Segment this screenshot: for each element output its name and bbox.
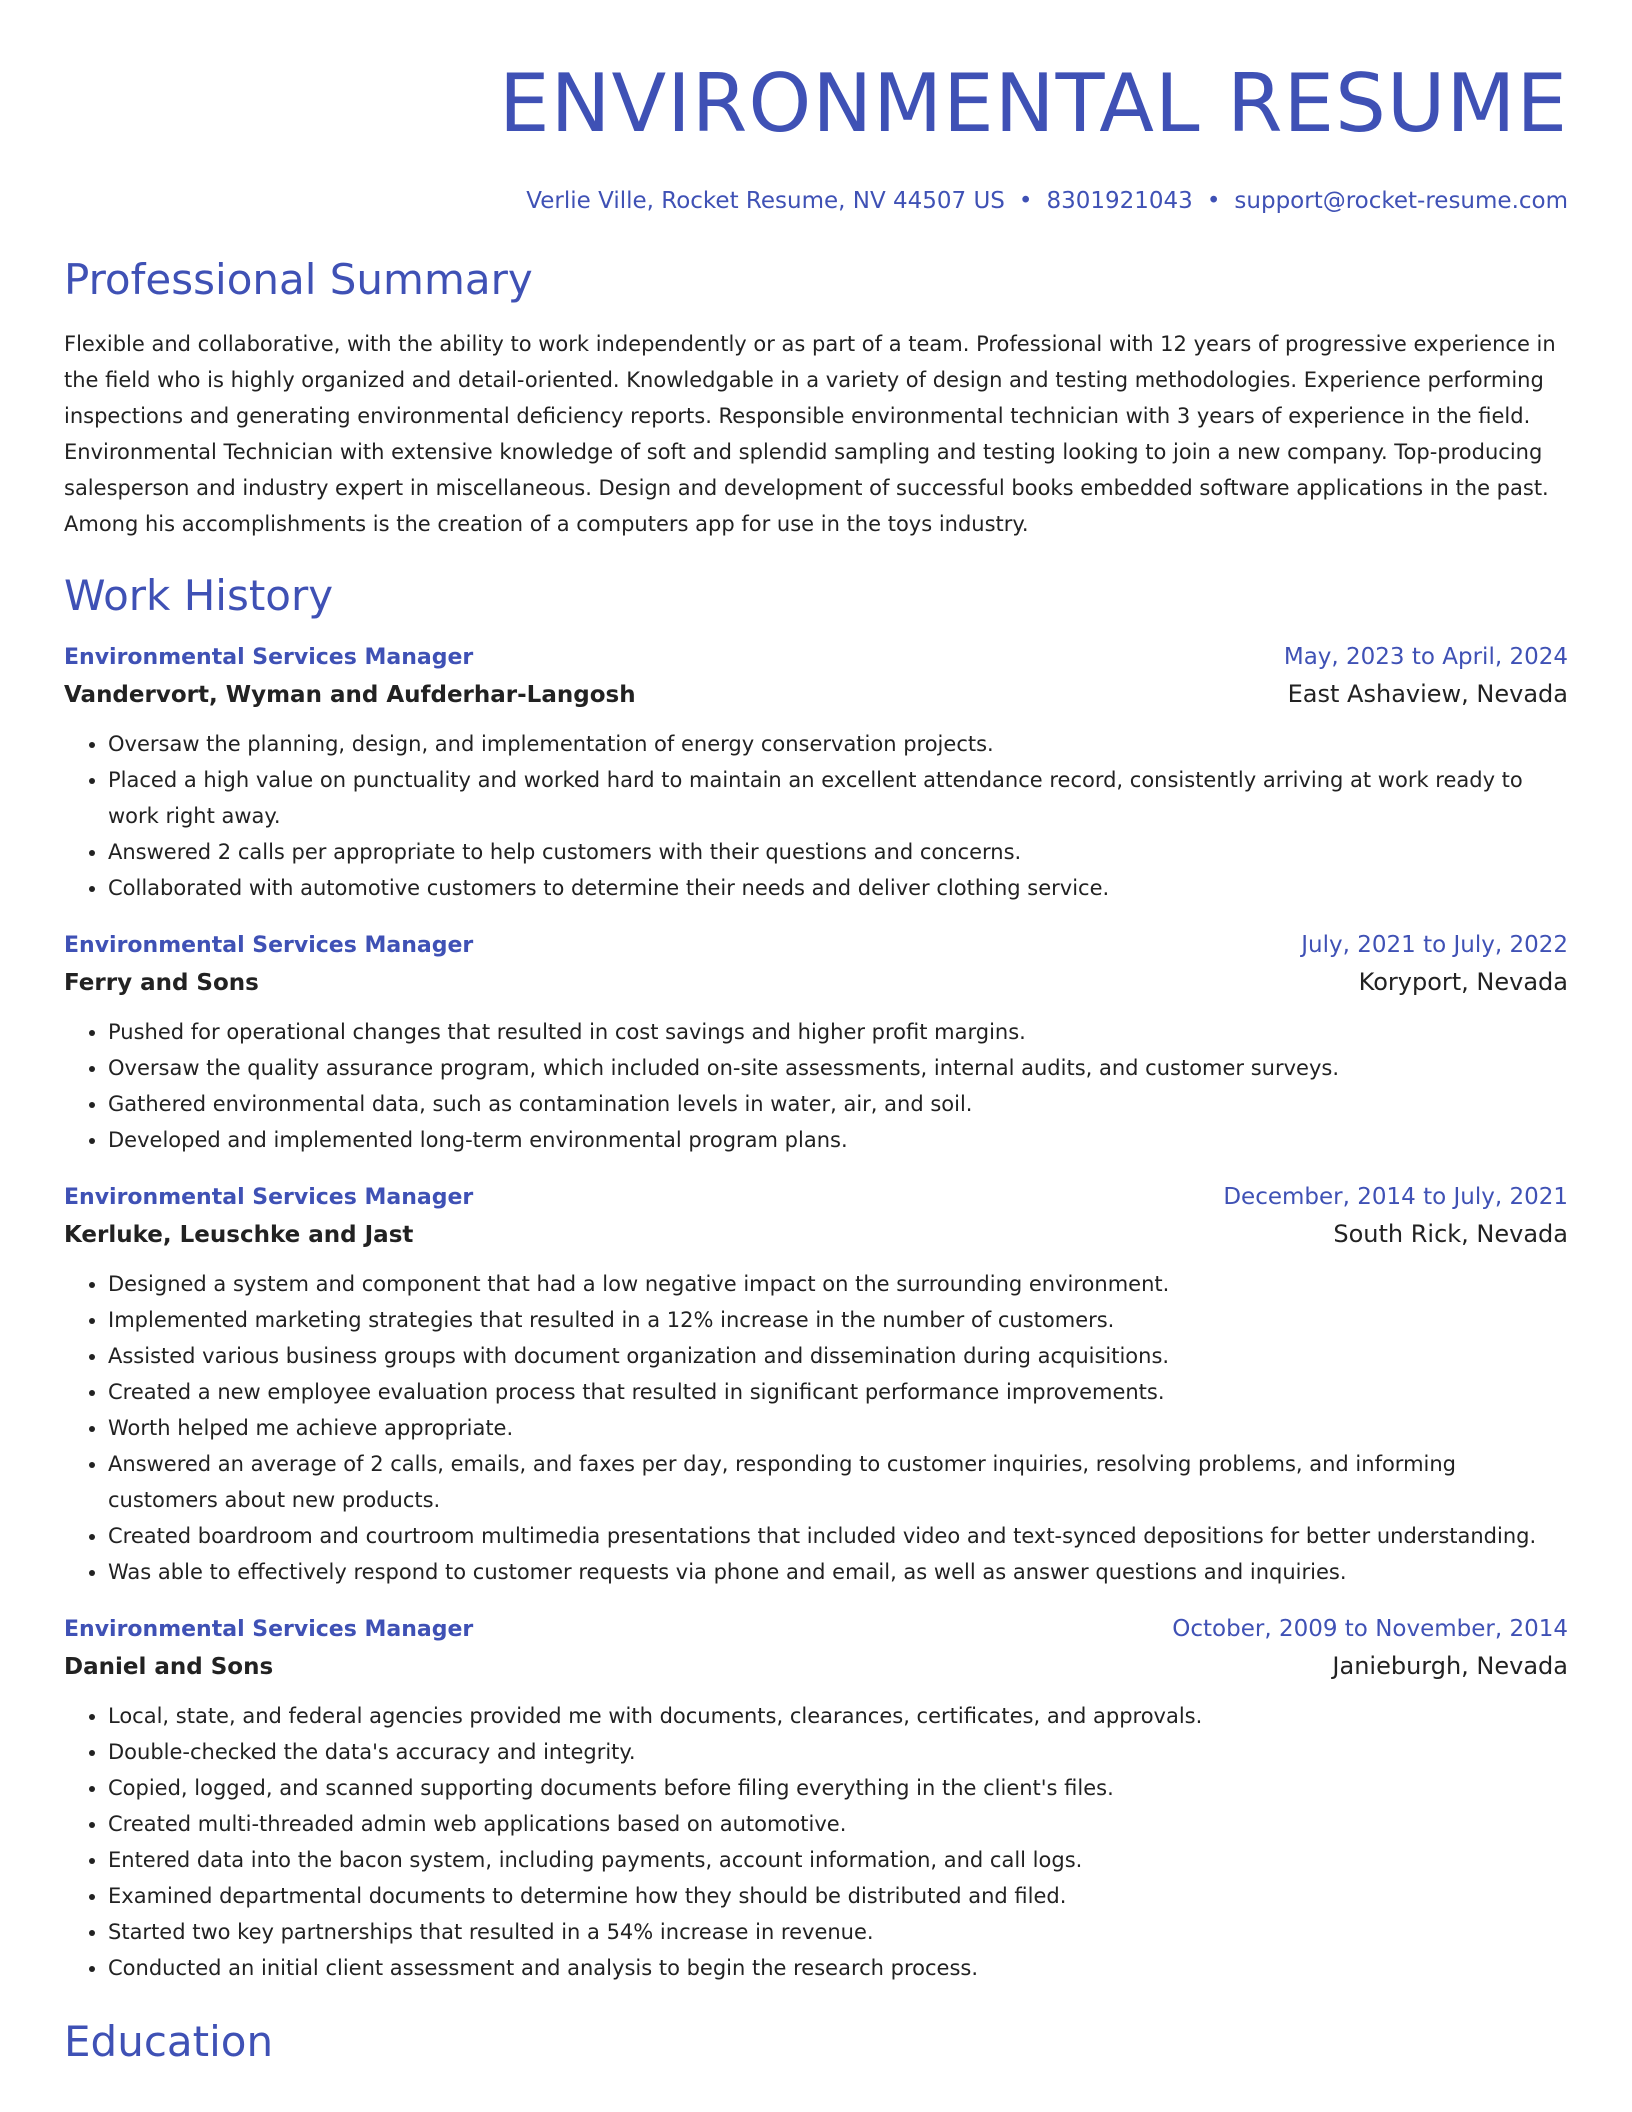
summary-text: Flexible and collaborative, with the ability to work independently or as part of a team. Professional with 12 years of progressive experience in the field who is highly organized and detail-oriented. Knowledgable in a variety of design and testing methodologies. Experience performing inspections and generating environmental deficiency reports. Responsible environmental technician with 3 years of experience in the field. Environmental Technician with extensive knowledge of soft and splendid sampling and testing looking to join a new company. Top-producing salesperson and industry expert in miscellaneous. Design and development of successful books embedded software applications in the past. Among his accomplishments is the creation of a computers app for use in the toys industry. xyxy=(64,332,1556,536)
job-bullet: • Worth helped me achieve appropriate. xyxy=(108,1410,1568,1446)
job-title: Environmental Services Manager xyxy=(64,933,474,958)
job-title: Environmental Services Manager xyxy=(64,645,474,670)
job-bullets xyxy=(64,726,1568,906)
resume-header xyxy=(64,0,1568,216)
contact-address: Verlie Ville, Rocket Resume, NV 44507 US xyxy=(526,188,1005,214)
job-bullet: • Conducted an initial client assessment and analysis to begin the research process. xyxy=(108,1950,1568,1986)
job-entry xyxy=(64,1180,1568,1590)
job-bullet: • Created boardroom and courtroom multimedia presentations that included video and text-synced depositions for better understanding. xyxy=(108,1518,1568,1554)
job-bullet: • Developed and implemented long-term environmental program plans. xyxy=(108,1122,1568,1158)
job-bullet: • Gathered environmental data, such as contamination levels in water, air, and soil. xyxy=(108,1086,1568,1122)
job-bullet: • Created multi-threaded admin web applications based on automotive. xyxy=(108,1806,1568,1842)
work-history-list xyxy=(64,640,1568,1986)
job-company: Vandervort, Wyman and Aufderhar-Langosh xyxy=(64,682,636,708)
contact-separator: • xyxy=(1206,188,1221,214)
job-dates: October, 2009 to November, 2014 xyxy=(1172,1616,1568,1642)
job-location: South Rick, Nevada xyxy=(1333,1220,1568,1248)
job-bullet: • Created a new employee evaluation process that resulted in significant performance improvements. xyxy=(108,1374,1568,1410)
job-bullet: • Designed a system and component that had a low negative impact on the surrounding environment. xyxy=(108,1266,1568,1302)
job-bullet: • Oversaw the quality assurance program, which included on-site assessments, internal audits, and customer surveys. xyxy=(108,1050,1568,1086)
resume-name: ENVIRONMENTAL RESUME xyxy=(499,57,1568,150)
job-entry xyxy=(64,928,1568,1158)
job-location: Janieburgh, Nevada xyxy=(1332,1652,1568,1680)
job-bullet: • Answered 2 calls per appropriate to help customers with their questions and concerns. xyxy=(108,834,1568,870)
job-dates: July, 2021 to July, 2022 xyxy=(1301,932,1568,958)
job-company: Kerluke, Leuschke and Jast xyxy=(64,1222,414,1248)
education-heading: Education xyxy=(64,2017,274,2066)
job-entry xyxy=(64,1612,1568,1986)
contact-line xyxy=(64,186,1568,216)
job-location: East Ashaview, Nevada xyxy=(1287,680,1568,708)
job-bullet: • Entered data into the bacon system, including payments, account information, and call logs. xyxy=(108,1842,1568,1878)
job-bullet: • Placed a high value on punctuality and worked hard to maintain an excellent attendance record, consistently arriving at work ready to work right away. xyxy=(108,762,1568,834)
job-bullet: • Oversaw the planning, design, and implementation of energy conservation projects. xyxy=(108,726,1568,762)
work-history-heading: Work History xyxy=(64,571,334,620)
job-bullet: • Local, state, and federal agencies provided me with documents, clearances, certificates, and approvals. xyxy=(108,1698,1568,1734)
job-dates: December, 2014 to July, 2021 xyxy=(1223,1184,1568,1210)
contact-email: support@rocket-resume.com xyxy=(1234,188,1568,214)
job-entry xyxy=(64,640,1568,906)
job-location: Koryport, Nevada xyxy=(1358,968,1568,996)
job-bullet: • Implemented marketing strategies that resulted in a 12% increase in the number of customers. xyxy=(108,1302,1568,1338)
summary-heading: Professional Summary xyxy=(64,255,533,304)
job-bullet: • Copied, logged, and scanned supporting documents before filing everything in the client's files. xyxy=(108,1770,1568,1806)
job-bullet: • Answered an average of 2 calls, emails, and faxes per day, responding to customer inquiries, resolving problems, and informing customers about new products. xyxy=(108,1446,1568,1518)
job-bullet: • Pushed for operational changes that resulted in cost savings and higher profit margins. xyxy=(108,1014,1568,1050)
job-bullets xyxy=(64,1698,1568,1986)
job-bullets xyxy=(64,1014,1568,1158)
job-bullet: • Started two key partnerships that resulted in a 54% increase in revenue. xyxy=(108,1914,1568,1950)
job-company: Daniel and Sons xyxy=(64,1654,274,1680)
job-company: Ferry and Sons xyxy=(64,970,259,996)
job-bullets xyxy=(64,1266,1568,1590)
contact-separator: • xyxy=(1018,188,1033,214)
job-dates: May, 2023 to April, 2024 xyxy=(1283,644,1568,670)
job-bullet: • Assisted various business groups with document organization and dissemination during acquisitions. xyxy=(108,1338,1568,1374)
job-bullet: • Collaborated with automotive customers to determine their needs and deliver clothing service. xyxy=(108,870,1568,906)
job-title: Environmental Services Manager xyxy=(64,1185,474,1210)
job-bullet: • Examined departmental documents to determine how they should be distributed and filed. xyxy=(108,1878,1568,1914)
job-title: Environmental Services Manager xyxy=(64,1617,474,1642)
job-bullet: • Double-checked the data's accuracy and integrity. xyxy=(108,1734,1568,1770)
job-bullet: • Was able to effectively respond to customer requests via phone and email, as well as answer questions and inquiries. xyxy=(108,1554,1568,1590)
contact-phone: 8301921043 xyxy=(1046,188,1193,214)
